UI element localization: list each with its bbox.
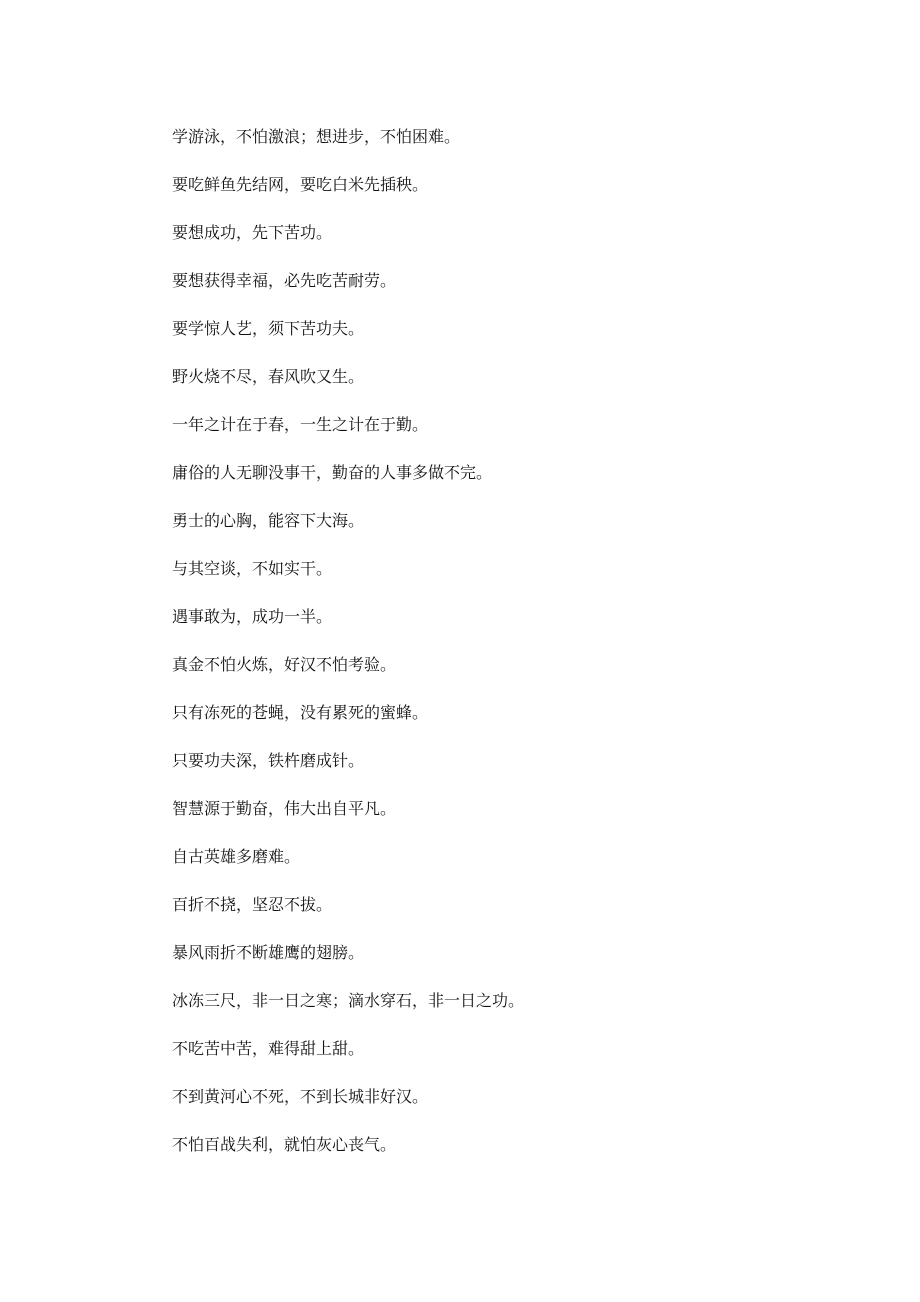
- proverb-line: 要吃鲜鱼先结网，要吃白米先插秧。: [172, 175, 429, 194]
- proverb-line: 庸俗的人无聊没事干，勤奋的人事多做不完。: [172, 463, 493, 482]
- proverb-line: 暴风雨折不断雄鹰的翅膀。: [172, 943, 365, 962]
- proverb-list: [172, 124, 872, 1180]
- proverb-line: 遇事敢为，成功一半。: [172, 607, 333, 626]
- proverb-line: 不到黄河心不死，不到长城非好汉。: [172, 1087, 429, 1106]
- proverb-line: 与其空谈，不如实干。: [172, 559, 333, 578]
- proverb-line: 只有冻死的苍蝇，没有累死的蜜蜂。: [172, 703, 429, 722]
- proverb-line: 冰冻三尺，非一日之寒；滴水穿石，非一日之功。: [172, 991, 525, 1010]
- proverb-line: 自古英雄多磨难。: [172, 847, 301, 866]
- proverb-line: 智慧源于勤奋，伟大出自平凡。: [172, 799, 397, 818]
- proverb-line: 不吃苦中苦，难得甜上甜。: [172, 1039, 365, 1058]
- proverb-line: 要想成功，先下苦功。: [172, 223, 333, 242]
- proverb-line: 勇士的心胸，能容下大海。: [172, 511, 365, 530]
- proverb-line: 真金不怕火炼，好汉不怕考验。: [172, 655, 397, 674]
- proverb-line: 一年之计在于春，一生之计在于勤。: [172, 415, 429, 434]
- proverb-line: 要想获得幸福，必先吃苦耐劳。: [172, 271, 397, 290]
- proverb-line: 不怕百战失利，就怕灰心丧气。: [172, 1135, 397, 1154]
- proverb-line: 要学惊人艺，须下苦功夫。: [172, 319, 365, 338]
- proverb-line: 只要功夫深，铁杵磨成针。: [172, 751, 365, 770]
- proverb-line: 野火烧不尽，春风吹又生。: [172, 367, 365, 386]
- proverb-line: 学游泳，不怕激浪；想进步，不怕困难。: [172, 127, 461, 146]
- proverb-line: 百折不挠，坚忍不拔。: [172, 895, 333, 914]
